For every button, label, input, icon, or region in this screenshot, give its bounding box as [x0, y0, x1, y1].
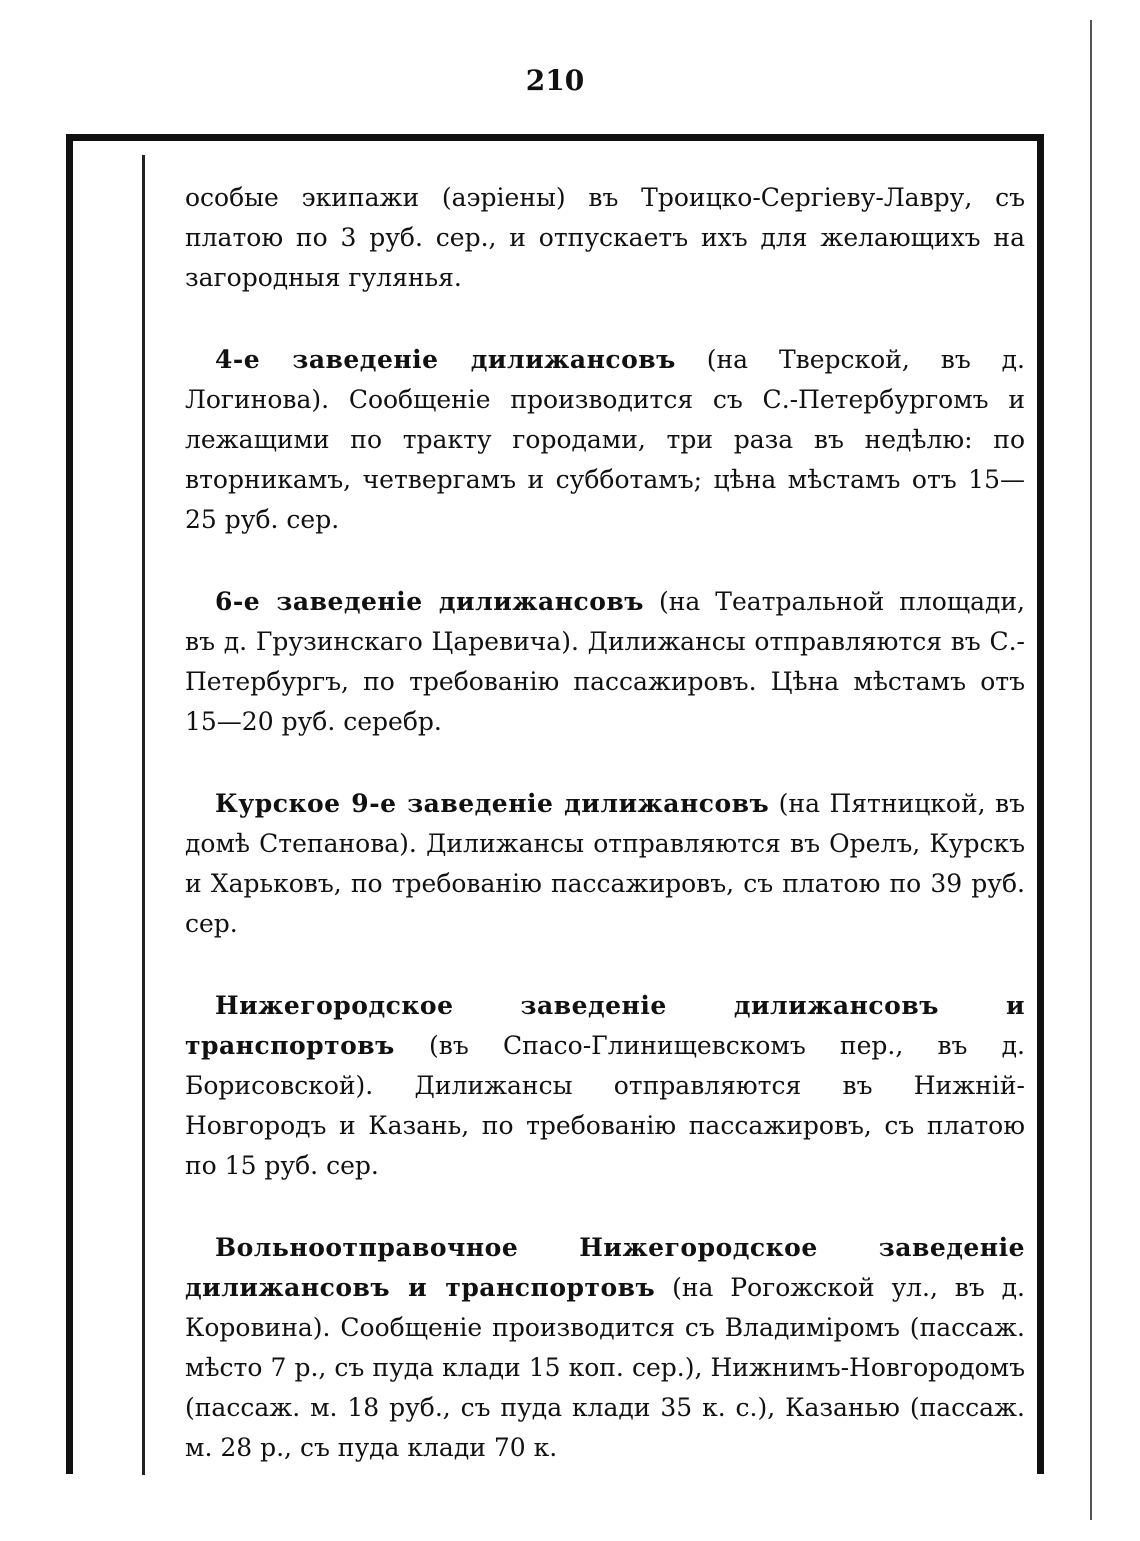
establishment-name: Вольноотправочное Нижегородское заведеніе дилижансовъ и транспортовъ [185, 1233, 1025, 1302]
paragraph-free-nizhny-establishment [185, 1228, 1025, 1468]
paragraph-nizhny-establishment [185, 986, 1025, 1186]
right-edge-rule [1090, 20, 1092, 1520]
paragraph-text: (на Пятницкой, въ домѣ Степанова). Дилижансы отправляются въ Орелъ, Курскъ и Харьковъ, по требованію пассажировъ, съ платою по 39 руб. сер. [185, 789, 1025, 938]
paragraph-text: (на Театральной площади, въ д. Грузинскаго Царевича). Дилижансы отправляются въ С.-Петербургъ, по требованію пассажировъ. Цѣна мѣстамъ отъ 15—20 руб. серебр. [185, 587, 1026, 736]
paragraph-4th-establishment [185, 340, 1025, 540]
establishment-name: 4-е заведеніе дилижансовъ [215, 345, 676, 374]
establishment-name: Курское 9-е заведеніе дилижансовъ [215, 789, 770, 818]
paragraph-text: (на Рогожской ул., въ д. Коровина). Сообщеніе производится съ Владиміромъ (пассаж. мѣсто 7 р., съ пуда клади 15 коп. сер.), Нижнимъ-Новгородомъ (пассаж. м. 18 руб., съ пуда клади 35 к. с.), Казанью (пассаж. м. 28 р., съ пуда клади 70 к. [185, 1273, 1025, 1462]
paragraph-text: (на Тверской, въ д. Логинова). Сообщеніе производится съ С.-Петербургомъ и лежащими по тракту городами, три раза въ недѣлю: по вторникамъ, четвергамъ и субботамъ; цѣна мѣстамъ отъ 15—25 руб. сер. [185, 345, 1026, 534]
paragraph-text: (въ Спасо-Глинищевскомъ пер., въ д. Борисовской). Дилижансы отправляются въ Нижній-Новгородъ и Казань, по требованію пассажировъ, съ платою по 15 руб. сер. [185, 1031, 1025, 1180]
establishment-name: Нижегородское заведеніе дилижансовъ и транспортовъ [185, 991, 1025, 1060]
paragraph-continuation [185, 178, 1025, 298]
text-body [185, 178, 1025, 1510]
paragraph-kursk-establishment [185, 784, 1025, 944]
paragraph-text: особые экипажи (аэріены) въ Троицко-Сергіеву-Лавру, съ платою по 3 руб. сер., и отпускаетъ ихъ для желающихъ на загородныя гулянья. [185, 183, 1025, 292]
page-number: 210 [525, 64, 585, 97]
paragraph-6th-establishment [185, 582, 1025, 742]
inner-margin-rule [142, 155, 145, 1475]
establishment-name: 6-е заведеніе дилижансовъ [215, 587, 644, 616]
